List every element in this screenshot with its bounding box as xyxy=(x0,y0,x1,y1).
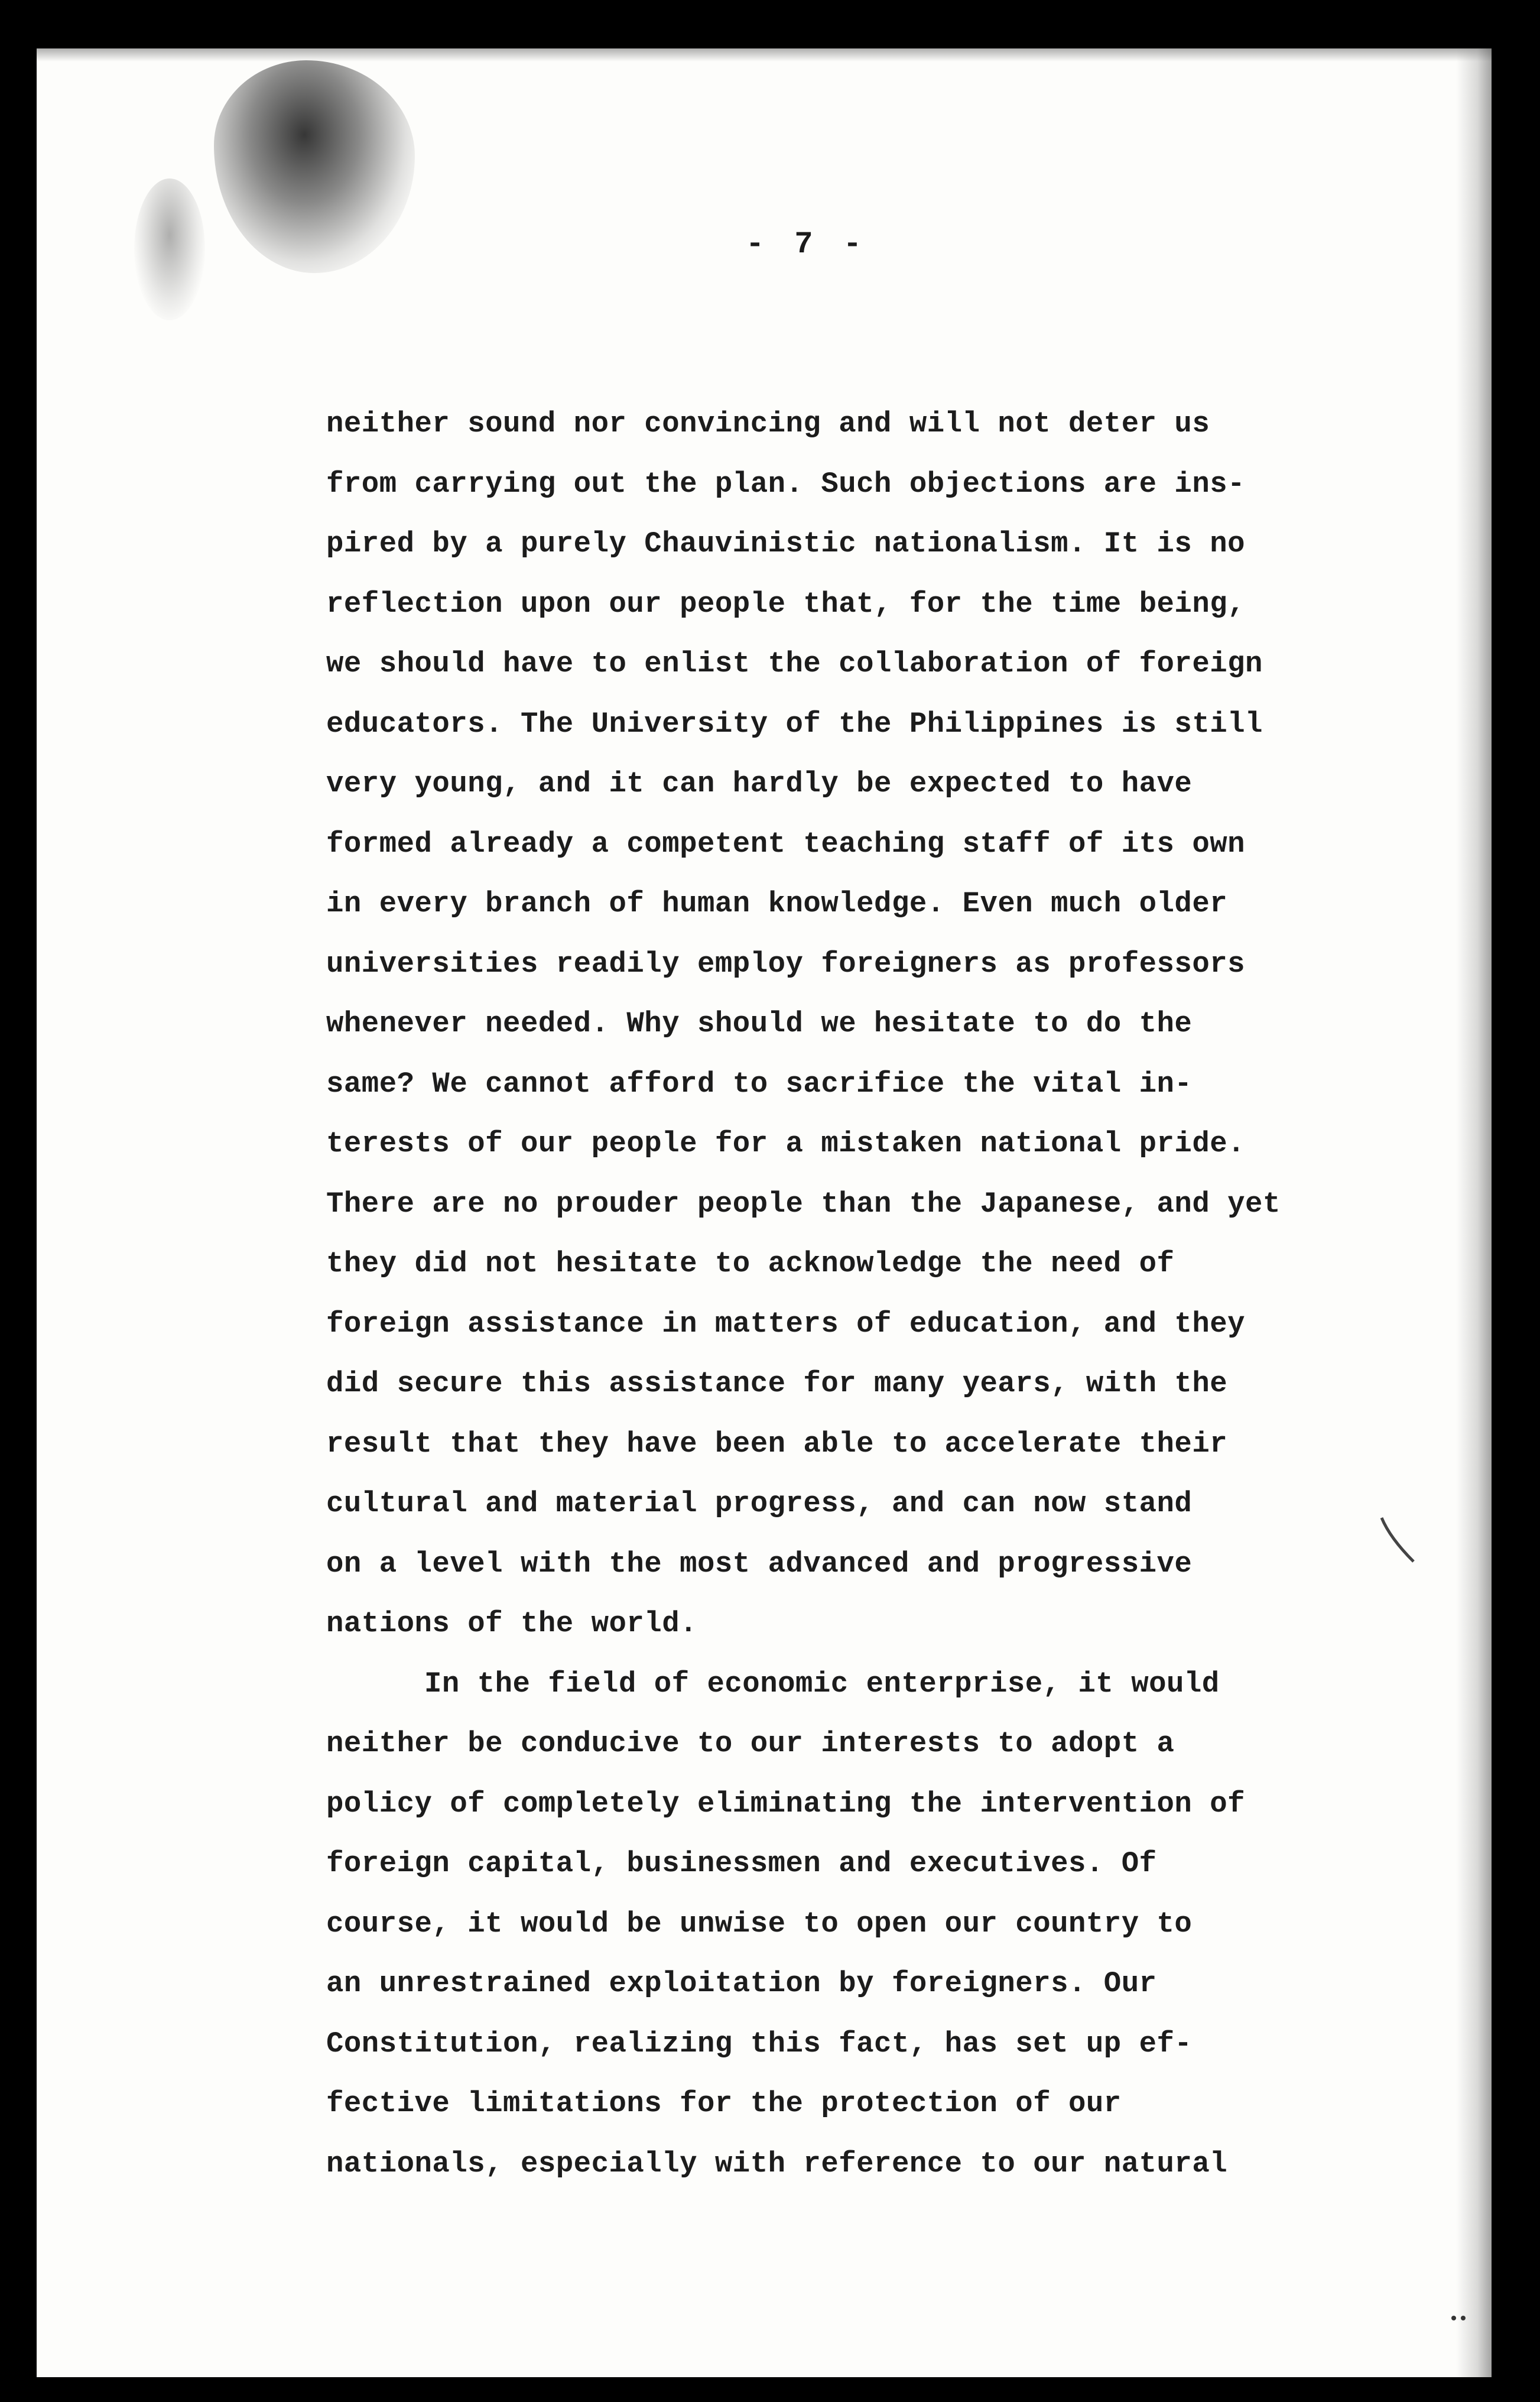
text-line: nationals, especially with reference to our natural xyxy=(326,2147,1228,2180)
text-line: on a level with the most advanced and progressive xyxy=(326,1547,1193,1580)
text-line: foreign capital, businessmen and executives. Of xyxy=(326,1847,1157,1880)
text-line: cultural and material progress, and can now stand xyxy=(326,1487,1193,1520)
pencil-tick-mark xyxy=(1378,1514,1425,1567)
body-text xyxy=(326,394,1378,2194)
text-line: foreign assistance in matters of education, and they xyxy=(326,1307,1246,1340)
text-line: reflection upon our people that, for the time being, xyxy=(326,587,1246,621)
text-line: Constitution, realizing this fact, has set up ef- xyxy=(326,2027,1193,2060)
text-line: educators. The University of the Philippines is still xyxy=(326,707,1263,741)
text-line: same? We cannot afford to sacrifice the vital in- xyxy=(326,1067,1193,1101)
text-line: they did not hesitate to acknowledge the need of xyxy=(326,1247,1175,1280)
typed-page xyxy=(37,48,1492,2377)
text-line: policy of completely eliminating the intervention of xyxy=(326,1787,1246,1820)
ink-stain xyxy=(214,60,415,273)
speck-marks xyxy=(1449,2312,1473,2324)
text-line: did secure this assistance for many years, with the xyxy=(326,1367,1228,1400)
text-line: pired by a purely Chauvinistic nationalism. It is no xyxy=(326,527,1246,560)
ink-smudge xyxy=(134,178,205,320)
top-edge-shadow xyxy=(37,48,1492,61)
text-line: universities readily employ foreigners as professors xyxy=(326,947,1246,981)
text-line: result that they have been able to accelerate their xyxy=(326,1427,1228,1460)
text-line: neither sound nor convincing and will not deter us xyxy=(326,407,1210,440)
text-line: whenever needed. Why should we hesitate to do the xyxy=(326,1007,1193,1040)
right-edge-shadow xyxy=(1456,48,1492,2377)
text-line: course, it would be unwise to open our country to xyxy=(326,1907,1193,1940)
text-line: we should have to enlist the collaboration of foreign xyxy=(326,647,1263,680)
text-line: There are no prouder people than the Japanese, and yet xyxy=(326,1187,1281,1221)
paragraph-start-line: In the field of economic enterprise, it would xyxy=(424,1667,1220,1700)
text-line: in every branch of human knowledge. Even much older xyxy=(326,887,1228,920)
text-line: an unrestrained exploitation by foreigners. Our xyxy=(326,1967,1157,2000)
text-line: very young, and it can hardly be expected to have xyxy=(326,767,1193,800)
text-line: formed already a competent teaching staff of its own xyxy=(326,827,1246,861)
text-line: terests of our people for a mistaken national pride. xyxy=(326,1127,1246,1160)
text-line: neither be conducive to our interests to adopt a xyxy=(326,1727,1175,1760)
text-line: from carrying out the plan. Such objections are ins- xyxy=(326,467,1246,501)
page-number: - 7 - xyxy=(746,227,868,262)
text-line: nations of the world. xyxy=(326,1607,698,1640)
text-line: fective limitations for the protection of our xyxy=(326,2087,1122,2120)
